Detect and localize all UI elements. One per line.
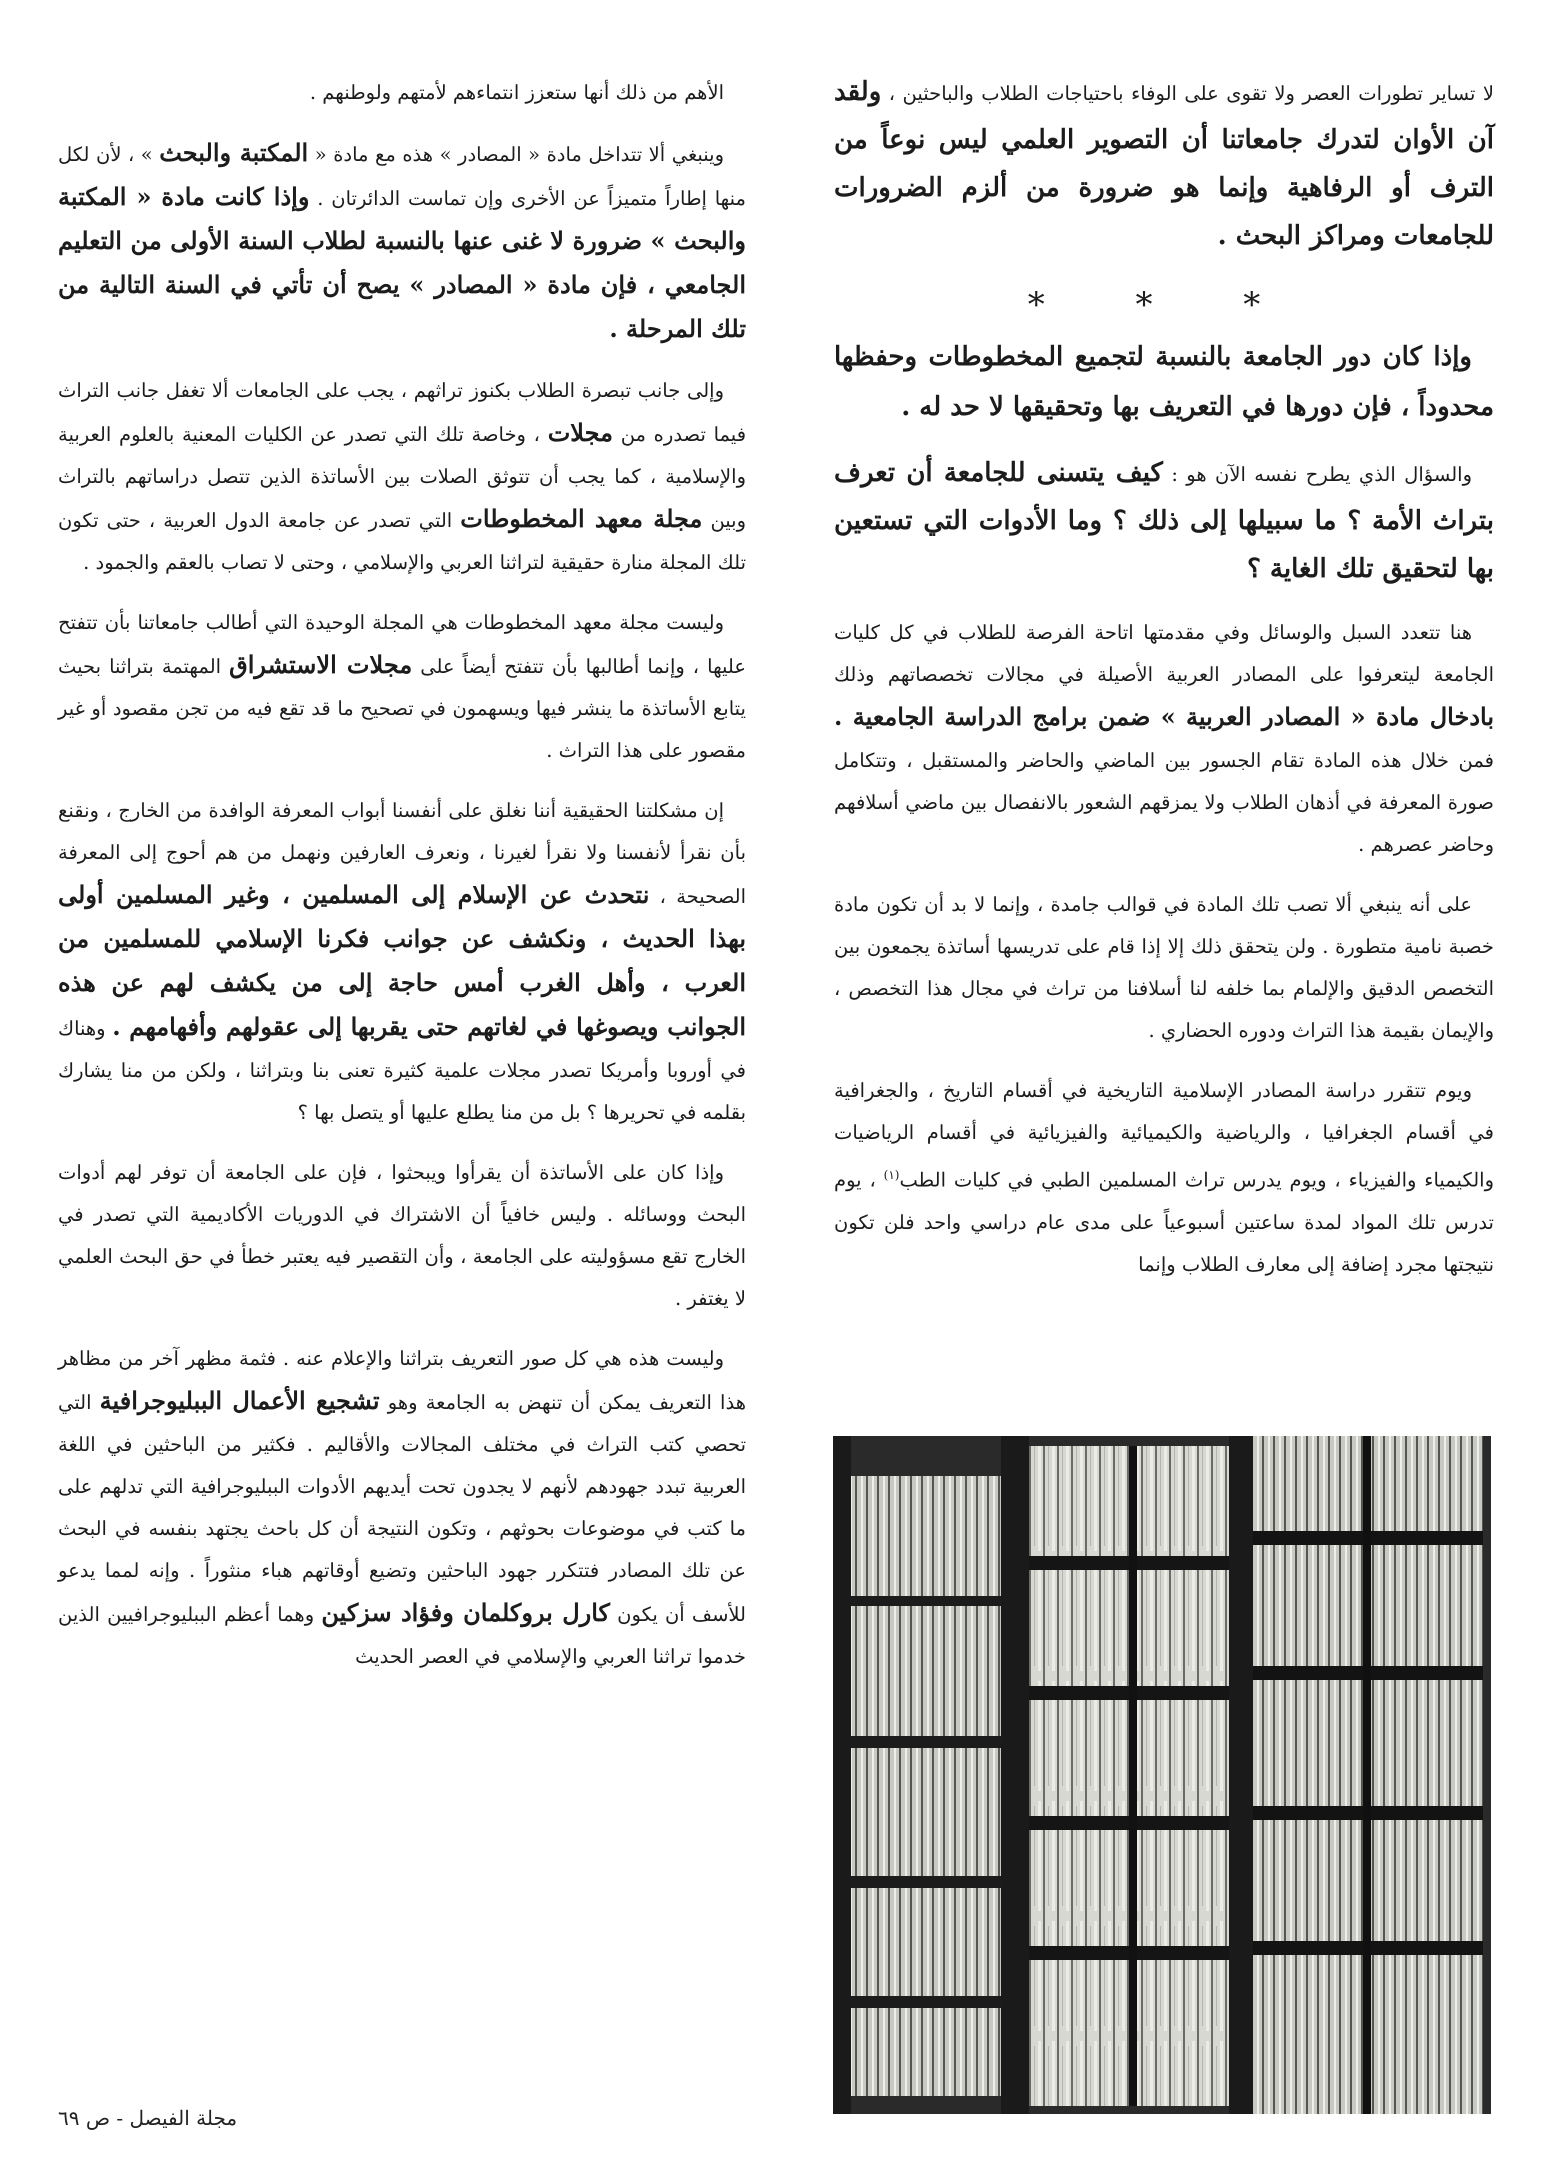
bookshelves-image	[833, 1436, 1491, 2114]
text: لا تساير تطورات العصر ولا تقوى على الوفاء باحتياجات الطلاب والباحثين ،	[888, 82, 1494, 105]
text: ويوم تتقرر دراسة المصادر الإسلامية التاريخية في أقسام التاريخ ، والجغرافية في أقسام الجغرافيا ، والرياضية والكيميائية والفيزيائية في أقسام الرياضيات والكيمياء والفيزياء ، ويوم يدرس تراث المسلمين الطبي في كليات الطب	[834, 1079, 1494, 1192]
text: وليست هذه هي كل صور التعريف بتراثنا والإعلام عنه . فثمة مظهر آخر من مظاهر هذا التعريف يمكن أن تنهض به الجامعة وهو	[58, 1347, 746, 1414]
footnote-marker: (١)	[883, 1168, 900, 1182]
paragraph	[834, 1070, 1494, 1286]
paragraph	[834, 68, 1494, 260]
text: ، يوم تدرس تلك المواد لمدة ساعتين أسبوعياً على مدى عام دراسي واحد فلن تكون نتيجتها مجرد إضافة إلى معارف الطلاب وإنما	[834, 1168, 1494, 1276]
text: وهناك في أوروبا وأمريكا تصدر مجلات علمية كثيرة تعنى بنا وبتراثنا ، ولكن من منا يشارك بقلمه في تحريرها ؟ بل من منا يطلع عليها أو يتصل بها ؟	[58, 1017, 746, 1124]
text: فمن خلال هذه المادة تقام الجسور بين الماضي والحاضر والمستقبل ، وتتكامل صورة المعرفة في أذهان الطلاب ولا يمزقهم الشعور بالانفصال بين ماضي أسلافهم وحاضر عصرهم .	[834, 749, 1495, 856]
bold-text: المكتبة والبحث	[159, 138, 309, 167]
text: ، وخاصة تلك التي تصدر عن الكليات المعنية بالعلوم العربية والإسلامية ، كما يجب أن تتوثق الصلات بين الأساتذة الذين تتصل دراساتهم بالتراث وبين	[58, 423, 747, 532]
bold-paragraph: وإذا كان دور الجامعة بالنسبة لتجميع المخطوطات وحفظها محدوداً ، فإن دورها في التعريف بها وتحقيقها لا حد له .	[834, 342, 1494, 422]
page-footer: مجلة الفيصل - ص ٦٩	[58, 2106, 238, 2130]
paragraph	[834, 612, 1494, 866]
paragraph	[58, 370, 746, 584]
text: هنا تتعدد السبل والوسائل وفي مقدمتها اتاحة الفرصة للطلاب في كل كليات الجامعة ليتعرفوا على المصادر العربية الأصيلة في مجالات تخصصاتهم وذلك	[834, 621, 1494, 686]
bold-text: مجلة معهد المخطوطات	[460, 504, 703, 533]
right-column	[834, 68, 1494, 1304]
library-bookshelves-photo	[833, 1436, 1491, 2114]
bold-text: نتحدث عن الإسلام إلى المسلمين ، وغير المسلمين أولى بهذا الحديث ، ونكشف عن جوانب فكرنا الإسلامي للمسلمين من العرب ، وأهل الغرب أمس حاجة إلى من يكشف لهم عن هذه الجوانب ويصوغها في لغاتهم حتى يقربها إلى عقولهم وأفهامهم .	[58, 880, 747, 1041]
paragraph	[58, 1338, 746, 1678]
text: إن مشكلتنا الحقيقية أننا نغلق على أنفسنا أبواب المعرفة الوافدة من الخارج ، ونقنع بأن نقرأ لأنفسنا ولا نقرأ لغيرنا ، ونعرف العارفين ونهمل من هم أحوج إلى المعرفة الصحيحة ،	[58, 799, 747, 908]
paragraph: الأهم من ذلك أنها ستعزز انتماءهم لأمتهم ولوطنهم .	[309, 81, 724, 104]
paragraph	[58, 602, 746, 772]
text: وهما أعظم الببليوجرافيين الذين خدموا تراثنا العربي والإسلامي في العصر الحديث	[58, 1603, 746, 1668]
paragraph: على أنه ينبغي ألا تصب تلك المادة في قوالب جامدة ، وإنما لا بد أن تكون مادة خصبة نامية متطورة . ولن يتحقق ذلك إلا إذا قام على تدريسها أساتذة يجمعون بين التخصص الدقيق والإلمام بما خلفه لنا أسلافنا من تراث في مجال هذا التخصص ، والإيمان بقيمة هذا التراث ودوره الحضاري .	[834, 893, 1494, 1042]
bold-text: كارل بروكلمان وفؤاد سزكين	[321, 1598, 610, 1627]
text: التي تحصي كتب التراث في مختلف المجالات والأقاليم . فكثير من الباحثين في اللغة العربية تبدد جهودهم لأنهم لا يجدون تحت أيديهم الأدوات الببليوجرافية التي تدلهم على ما كتب في موضوعات بحوثهم ، وتكون النتيجة أن كل باحث يجتهد بنفسه في البحث عن تلك المصادر فتتكرر جهود الباحثين وتضيع أوقاتهم هباء منثوراً . وإنه لمما يدعو للأسف أن يكون	[58, 1391, 746, 1626]
text: وليست مجلة معهد المخطوطات هي المجلة الوحيدة التي أطالب جامعاتنا بأن تتفتح عليها ، وإنما أطالبها بأن تتفتح أيضاً على	[58, 611, 747, 678]
section-separator-stars: * * *	[1027, 285, 1301, 325]
paragraph: وإذا كان على الأساتذة أن يقرأوا ويبحثوا ، فإن على الجامعة أن توفر لهم أدوات البحث ووسائله . وليس خافياً أن الاشتراك في الدوريات الأكاديمية التي تصدر في الخارج تقع مسؤوليته على الجامعة ، وأن التقصير فيه يعتبر خطأ في حق البحث العلمي لا يغتفر .	[58, 1161, 746, 1310]
bold-text: بادخال مادة « المصادر العربية » ضمن برامج الدراسة الجامعية .	[834, 702, 1494, 731]
paragraph	[58, 790, 746, 1134]
text: » ، لأن لكل منها إطاراً متميزاً عن الأخرى وإن تماست الدائرتان .	[58, 143, 746, 210]
paragraph	[834, 450, 1494, 594]
text: المهتمة بتراثنا بحيث يتابع الأساتذة ما ينشر فيها ويسهمون في تصحيح ما قد تقع فيه من تجن مقصود أو غير مقصور على هذا التراث .	[58, 655, 746, 762]
bold-text: مجلات	[547, 418, 613, 447]
text: والسؤال الذي يطرح نفسه الآن هو :	[1171, 463, 1472, 486]
bold-text: كيف يتسنى للجامعة أن تعرف بتراث الأمة ؟ ما سبيلها إلى ذلك ؟ وما الأدوات التي تستعين بها لتحقيق تلك الغاية ؟	[834, 458, 1494, 584]
bold-text: تشجيع الأعمال الببليوجرافية	[99, 1386, 380, 1415]
bold-text: ولقد آن الأوان لتدرك جامعاتنا أن التصوير العلمي ليس نوعاً من الترف أو الرفاهية وإنما هو ضرورة من ألزم الضرورات للجامعات ومراكز البحث .	[834, 77, 1494, 251]
text: وإلى جانب تبصرة الطلاب بكنوز تراثهم ، يجب على الجامعات ألا تغفل جانب التراث فيما تصدره من	[58, 379, 747, 446]
bold-text: مجلات الاستشراق	[229, 650, 413, 679]
bold-text: وإذا كانت مادة « المكتبة والبحث » ضرورة لا غنى عنها بالنسبة لطلاب السنة الأولى من التعليم الجامعي ، فإن مادة « المصادر » يصح أن تأتي في السنة التالية من تلك المرحلة .	[58, 182, 746, 343]
text: وينبغي ألا تتداخل مادة « المصادر » هذه مع مادة «	[314, 143, 725, 166]
left-column	[58, 72, 746, 1696]
paragraph	[58, 132, 746, 352]
text: التي تصدر عن جامعة الدول العربية ، حتى تكون تلك المجلة منارة حقيقية لتراثنا العربي والإسلامي ، وحتى لا تصاب بالعقم والجمود .	[58, 509, 746, 574]
